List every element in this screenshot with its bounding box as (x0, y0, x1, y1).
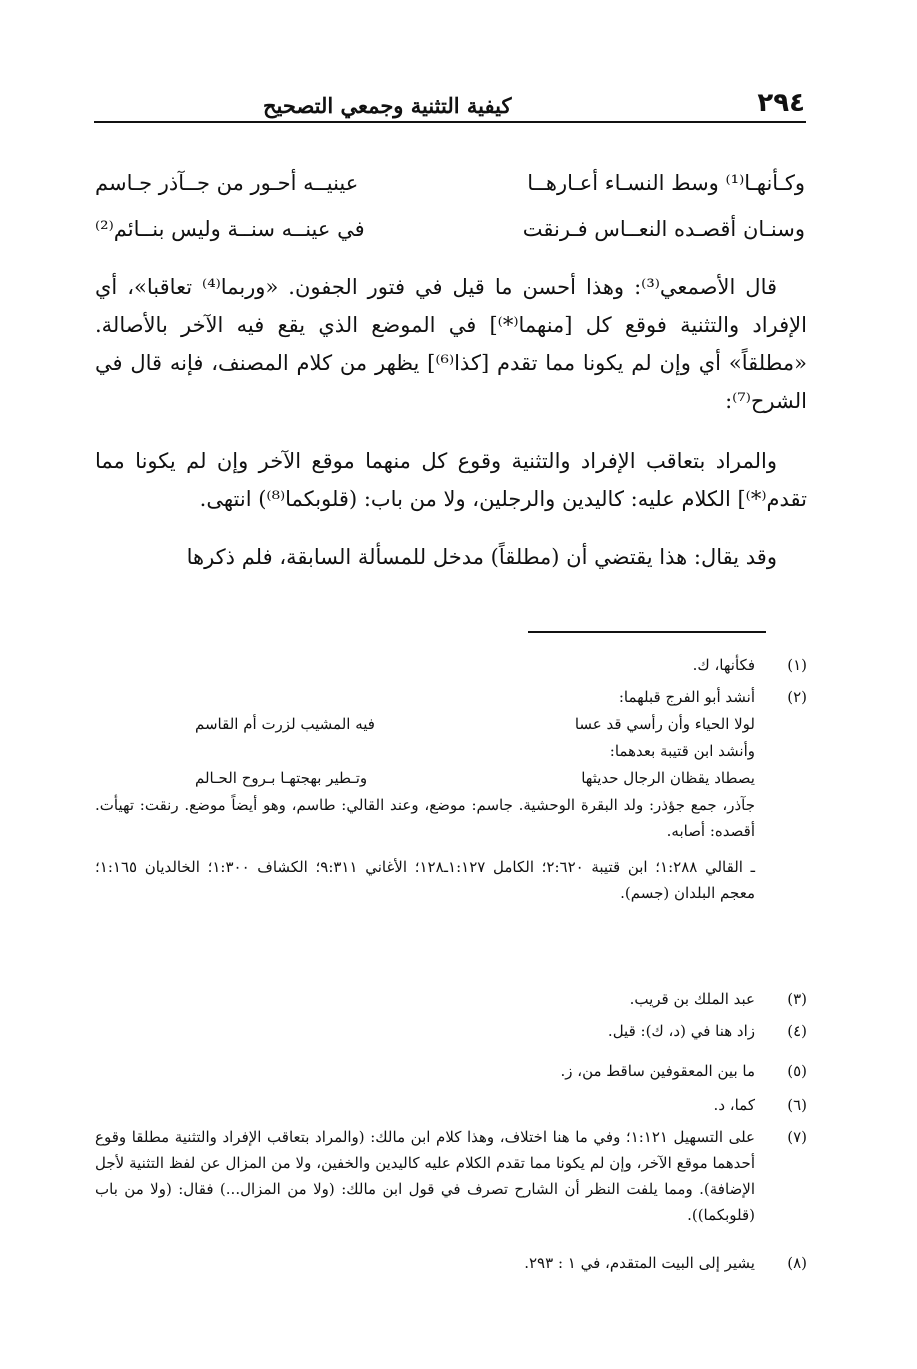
footnote-verse (195, 764, 755, 792)
footnote-number: (٤) (787, 1022, 807, 1040)
footnote-text: أنشد أبو الفرج قبلهما: (618, 688, 755, 706)
footnote-number: (٨) (787, 1254, 807, 1272)
footnote-gloss: جآذر، جمع جؤذر: ولد البقرة الوحشية. جاسم: موضع، وعند القالي: طاسم، وهو أيضاً موضع. رنقت: تهيأت. أقصده: أصابه. (95, 796, 755, 840)
footnote-text: فكأنها، ك. (692, 656, 755, 674)
footnote (95, 1250, 807, 1276)
page-number: ٢٩٤ (757, 88, 805, 118)
verse-first-hemistich: يصطاد يقظان الرجال حديثها (581, 769, 755, 787)
footnote-text: كما، د. (713, 1096, 755, 1114)
footnote-number: (٧) (787, 1128, 807, 1146)
footnote-text: على التسهيل ١:١٢١؛ وفي ما هنا اختلاف، وهذا كلام ابن مالك: (والمراد بتعاقب الإفراد والتثنية مطلقا وقوع أحدهما موقع الآخر، وإن لم يكونا مما تقدم الكلام عليه كاليدين والخفين، ولا من المزال عن لفظ التثنية لأجل الإضافة). ومما يلفت النظر أن الشارح تصرف في قول ابن مالك: (ولا من المزال...) فقال: (ولا من باب (قلوبكما)). (95, 1128, 755, 1224)
verse-second-hemistich: عينيــه أحـور من جــآذر جـاسم (95, 171, 359, 195)
footnote-number: (١) (787, 656, 807, 674)
footnote-verse (195, 710, 755, 738)
footnote-text: يشير إلى البيت المتقدم، في ١ : ٢٩٣. (524, 1254, 755, 1272)
verse-line (95, 212, 805, 246)
body-paragraph: والمراد بتعاقب الإفراد والتثنية وقوع كل منهما موقع الآخر وإن لم يكونا مما تقدم⁽*⁾] الكلام عليه: كاليدين والرجلين، ولا من باب: (قلوبكما⁽⁸⁾) انتهى. (95, 449, 807, 511)
footnote-references: ـ القالي ١:٢٨٨؛ ابن قتيبة ٢:٦٢٠؛ الكامل ١:١٢٧ـ١٢٨؛ الأغاني ٩:٣١١؛ الكشاف ١:٣٠٠؛ الخالديان ١:١٦٥؛ معجم البلدان (جسم). (95, 858, 756, 902)
footnote (95, 652, 807, 678)
verse-first-hemistich: وكـأنهـا⁽¹⁾ وسط النسـاء أعـارهــا (527, 171, 805, 195)
footnote-number: (٣) (787, 990, 807, 1008)
verse-first-hemistich: وسنـان أقصـده النعــاس فـرنقت (522, 217, 805, 241)
footnote (95, 1124, 807, 1228)
footnote (95, 684, 807, 906)
footnote (95, 1092, 807, 1118)
body-paragraph: وقد يقال: هذا يقتضي أن (مطلقاً) مدخل للمسألة السابقة، فلم ذكرها (186, 545, 777, 569)
footnote-text: زاد هنا في (د، ك): قيل. (607, 1022, 755, 1040)
footnote-number: (٦) (787, 1096, 807, 1114)
verse-line (95, 166, 805, 200)
footnote-text: عبد الملك بن قريب. (629, 990, 755, 1008)
page-header (95, 88, 805, 118)
footnote-separator (528, 631, 766, 633)
body-paragraph: قال الأصمعي⁽³⁾: وهذا أحسن ما قيل في فتور الجفون. «وربما⁽⁴⁾ تعاقبا»، أي الإفراد والتثنية فوقع كل [منهما⁽*⁾] في الموضع الذي يقع فيه الآخر بالأصالة. «مطلقاً» أي وإن لم يكونا مما تقدم [كذا⁽⁶⁾] يظهر من كلام المصنف، فإنه قال في الشرح⁽⁷⁾: (95, 275, 807, 413)
header-rule (94, 121, 806, 123)
footnote (95, 1058, 807, 1084)
footnote-text: ما بين المعقوفين ساقط من، ز. (560, 1062, 755, 1080)
verse-second-hemistich: في عينــه سنــة وليس بنــائم⁽²⁾ (95, 217, 365, 241)
running-title: كيفية التثنية وجمعي التصحيح (263, 93, 512, 118)
footnote (95, 1018, 807, 1044)
verse-second-hemistich: فيه المشيب لزرت أم القاسم (195, 715, 375, 733)
verse-first-hemistich: لولا الحياء وأن رأسي قد عسا (574, 715, 755, 733)
footnote (95, 986, 807, 1012)
footnote-number: (٢) (787, 688, 807, 706)
footnote-number: (٥) (787, 1062, 807, 1080)
footnote-text: وأنشد ابن قتيبة بعدهما: (609, 742, 755, 760)
verse-second-hemistich: وتـطير بهجتهـا بـروح الحـالم (195, 769, 368, 787)
